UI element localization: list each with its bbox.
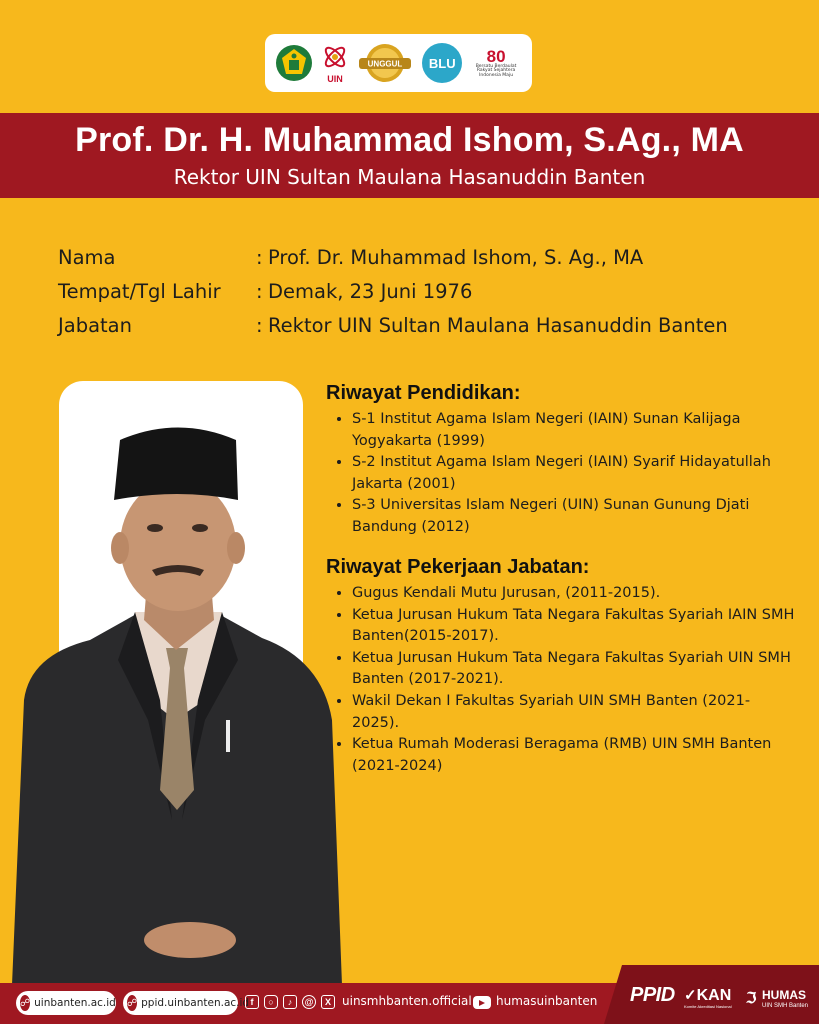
profile-value: Demak, 23 Juni 1976 [268, 279, 473, 303]
humas-caption: UIN SMH Banten [762, 1003, 809, 1009]
svg-text:UIN: UIN [326, 74, 343, 84]
profile-value: Prof. Dr. Muhammad Ishom, S. Ag., MA [268, 245, 644, 269]
career-section [326, 556, 796, 777]
kemenag-logo [275, 44, 313, 82]
partner-logo-bar [265, 34, 532, 92]
facebook-icon[interactable]: f [245, 995, 259, 1009]
humas-glyph-icon: ℑ [746, 990, 757, 1007]
career-item: • Ketua Jurusan Hukum Tata Negara Fakultas Syariah IAIN SMH Banten(2015-2017). [352, 605, 796, 648]
profile-label: Jabatan [58, 313, 132, 337]
kan-brand-text: KAN [696, 987, 732, 1004]
website-text: uinbanten.ac.id [34, 997, 116, 1009]
social-handle[interactable]: uinsmhbanten.official [342, 994, 472, 1008]
career-item: • Gugus Kendali Mutu Jurusan, (2011-2015). [352, 583, 796, 605]
x-icon[interactable]: X [321, 995, 335, 1009]
profile-info [58, 240, 728, 342]
person-position: Rektor UIN Sultan Maulana Hasanuddin Banten [173, 165, 646, 189]
youtube-handle[interactable]: humasuinbanten [496, 994, 598, 1008]
globe-icon: ☍ [127, 995, 137, 1011]
instagram-icon[interactable]: ○ [264, 995, 278, 1009]
education-title: Riwayat Pendidikan: [326, 382, 521, 404]
profile-row-position [58, 308, 728, 342]
website-link[interactable] [16, 991, 116, 1015]
career-item: • Wakil Dekan I Fakultas Syariah UIN SMH Banten (2021-2025). [352, 691, 796, 734]
education-section [326, 382, 796, 539]
kan-brand [684, 986, 731, 1005]
80-years-number: 80 [486, 46, 506, 66]
profile-separator: : [256, 279, 263, 303]
globe-icon: ☍ [20, 995, 30, 1011]
profile-row-birth [58, 274, 728, 308]
career-item: • Ketua Rumah Moderasi Beragama (RMB) UIN SMH Banten (2021-2024) [352, 734, 796, 777]
80-years-logo [470, 48, 522, 79]
unggul-accreditation-badge [356, 42, 414, 84]
blu-logo: BLU [422, 43, 462, 83]
education-item: • S-1 Institut Agama Islam Negeri (IAIN) Sunan Kalijaga Yogyakarta (1999) [352, 409, 796, 452]
profile-value: Rektor UIN Sultan Maulana Hasanuddin Banten [268, 313, 728, 337]
threads-icon[interactable]: @ [302, 995, 316, 1009]
education-item: • S-3 Universitas Islam Negeri (UIN) Sunan Gunung Djati Bandung (2012) [352, 495, 796, 538]
profile-label: Tempat/Tgl Lahir [58, 279, 221, 303]
profile-row-name [58, 240, 728, 274]
kan-caption: Komite Akreditasi Nasional [684, 1004, 732, 1009]
ppid-brand: PPID [630, 984, 675, 1006]
profile-label: Nama [58, 245, 116, 269]
youtube-icon[interactable] [473, 996, 491, 1009]
education-list [326, 409, 796, 539]
career-title: Riwayat Pekerjaan Jabatan: [326, 556, 590, 578]
tiktok-icon[interactable]: ♪ [283, 995, 297, 1009]
title-band [0, 113, 819, 198]
profile-separator: : [256, 313, 263, 337]
80-years-caption: Bersatu Berdaulat Rakyat Sejahtera Indonesia Maju [475, 63, 517, 78]
ppid-website-link[interactable] [123, 991, 250, 1015]
education-item: • S-2 Institut Agama Islam Negeri (IAIN) Syarif Hidayatullah Jakarta (2001) [352, 452, 796, 495]
career-item: • Ketua Jurusan Hukum Tata Negara Fakultas Syariah UIN SMH Banten (2017-2021). [352, 648, 796, 691]
uin-logo [321, 41, 349, 85]
profile-separator: : [256, 245, 263, 269]
ppid-website-text: ppid.uinbanten.ac.id [141, 997, 250, 1009]
svg-text:UNGGUL: UNGGUL [368, 59, 403, 69]
career-list [326, 583, 796, 777]
humas-brand: HUMAS [762, 988, 806, 1002]
checkmark-icon: ✓ [684, 987, 697, 1004]
photo-card [59, 381, 303, 981]
person-name: Prof. Dr. H. Muhammad Ishom, S.Ag., MA [75, 121, 744, 159]
